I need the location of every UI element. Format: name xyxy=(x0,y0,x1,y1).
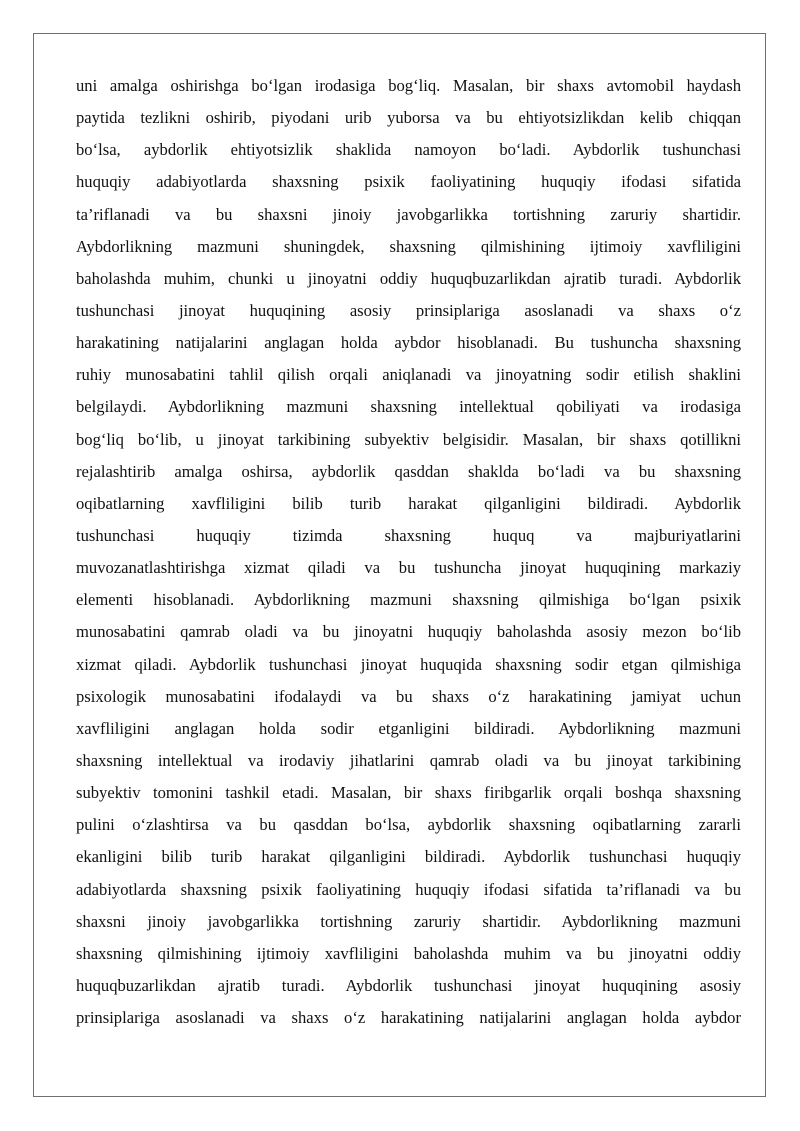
text-line: shaxsning intellektual va irodaviy jihatlarini qamrab oladi va bu jinoyat tarkibining xyxy=(76,750,741,770)
text-line: ta’riflanadi va bu shaxsni jinoiy javobgarlikka tortishning zaruriy shartidir. xyxy=(76,204,741,224)
text-line: pulini o‘zlashtirsa va bu qasddan bo‘lsa, aybdorlik shaxsning oqibatlarning zararli xyxy=(76,815,741,835)
text-line: belgilaydi. Aybdorlikning mazmuni shaxsning intellektual qobiliyati va irodasiga xyxy=(76,397,741,417)
text-line: shaxsning qilmishining ijtimoiy xavfliligini baholashda muhim va bu jinoyatni oddiy xyxy=(76,943,741,963)
text-line: uni amalga oshirishga bo‘lgan irodasiga bog‘liq. Masalan, bir shaxs avtomobil haydash xyxy=(76,76,741,95)
text-line: huquqbuzarlikdan ajratib turadi. Aybdorlik tushunchasi jinoyat huquqining asosiy xyxy=(76,975,741,995)
text-line: xavfliligini anglagan holda sodir etganligini bildiradi. Aybdorlikning mazmuni xyxy=(76,718,741,738)
text-line: subyektiv tomonini tashkil etadi. Masalan, bir shaxs firibgarlik orqali boshqa shaxsning xyxy=(76,783,741,803)
text-line: bo‘lsa, aybdorlik ehtiyotsizlik shaklida namoyon bo‘ladi. Aybdorlik tushunchasi xyxy=(76,140,741,160)
body-text xyxy=(76,70,741,1034)
text-line: munosabatini qamrab oladi va bu jinoyatni huquqiy baholashda asosiy mezon bo‘lib xyxy=(76,622,741,642)
text-line: huquqiy adabiyotlarda shaxsning psixik faoliyatining huquqiy ifodasi sifatida xyxy=(76,172,741,192)
text-line: tushunchasi huquqiy tizimda shaxsning huquq va majburiyatlarini xyxy=(76,525,741,545)
text-line: bog‘liq bo‘lib, u jinoyat tarkibining subyektiv belgisidir. Masalan, bir shaxs qotillikni xyxy=(76,429,741,449)
text-line: elementi hisoblanadi. Aybdorlikning mazmuni shaxsning qilmishiga bo‘lgan psixik xyxy=(76,590,741,610)
text-line: shaxsni jinoiy javobgarlikka tortishning zaruriy shartidir. Aybdorlikning mazmuni xyxy=(76,911,741,931)
text-line: ruhiy munosabatini tahlil qilish orqali aniqlanadi va jinoyatning sodir etilish shaklini xyxy=(76,365,741,385)
text-line: adabiyotlarda shaxsning psixik faoliyatining huquqiy ifodasi sifatida ta’riflanadi va bu xyxy=(76,879,741,899)
text-line: baholashda muhim, chunki u jinoyatni oddiy huquqbuzarlikdan ajratib turadi. Aybdorlik xyxy=(76,268,741,288)
text-line: paytida tezlikni oshirib, piyodani urib yuborsa va bu ehtiyotsizlikdan kelib chiqqan xyxy=(76,108,741,128)
text-line: xizmat qiladi. Aybdorlik tushunchasi jinoyat huquqida shaxsning sodir etgan qilmishiga xyxy=(76,654,741,674)
text-line: tushunchasi jinoyat huquqining asosiy prinsiplariga asoslanadi va shaxs o‘z xyxy=(76,300,741,320)
text-line: psixologik munosabatini ifodalaydi va bu shaxs o‘z harakatining jamiyat uchun xyxy=(76,686,741,706)
text-line: oqibatlarning xavfliligini bilib turib harakat qilganligini bildiradi. Aybdorlik xyxy=(76,493,741,513)
text-line: Aybdorlikning mazmuni shuningdek, shaxsning qilmishining ijtimoiy xavfliligini xyxy=(76,236,741,256)
text-line: muvozanatlashtirishga xizmat qiladi va bu tushuncha jinoyat huquqining markaziy xyxy=(76,558,741,578)
text-line: harakatining natijalarini anglagan holda aybdor hisoblanadi. Bu tushuncha shaxsning xyxy=(76,333,741,353)
text-line: ekanligini bilib turib harakat qilganligini bildiradi. Aybdorlik tushunchasi huquqiy xyxy=(76,847,741,867)
text-line: prinsiplariga asoslanadi va shaxs o‘z harakatining natijalarini anglagan holda aybdor xyxy=(76,1008,741,1028)
text-line: rejalashtirib amalga oshirsa, aybdorlik qasddan shaklda bo‘ladi va bu shaxsning xyxy=(76,461,741,481)
